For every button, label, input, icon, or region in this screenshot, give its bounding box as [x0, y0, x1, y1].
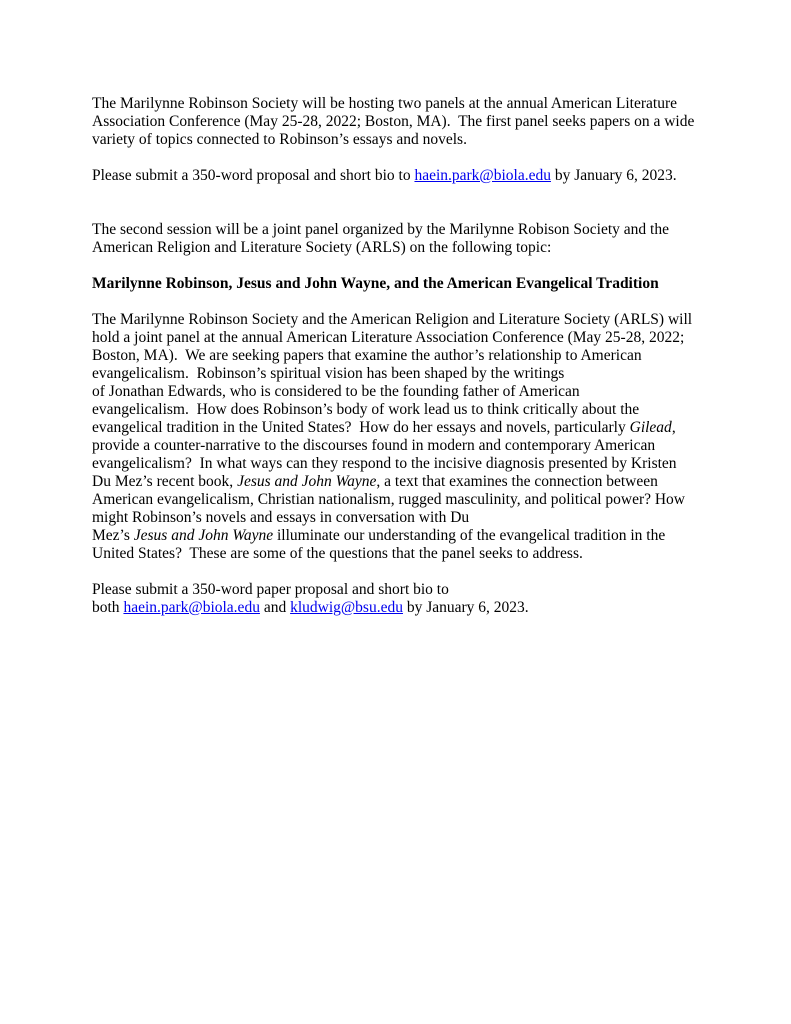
text-run: Gilead: [629, 419, 672, 436]
text-run: The Marilynne Robinson Society and the American Religion and Literature Society (ARLS) will: [92, 311, 693, 328]
text-run: evangelicalism? In what ways can they respond to the incisive diagnosis presented by Kristen: [92, 455, 677, 472]
text-run: American evangelicalism, Christian nationalism, rugged masculinity, and political power? How: [92, 491, 686, 508]
text-run: by January 6, 2023.: [402, 599, 529, 616]
text-line: [92, 581, 761, 599]
text-line: [92, 167, 761, 185]
text-line: [92, 347, 761, 365]
text-run: Marilynne Robinson, Jesus and John Wayne, and the American Evangelical Tradition: [92, 275, 659, 292]
email-link[interactable]: kludwig@bsu.edu: [290, 599, 403, 616]
text-line: [92, 509, 761, 527]
text-run: ,: [671, 419, 676, 436]
blank-line: [92, 293, 761, 311]
text-line: [92, 383, 761, 401]
text-run: evangelical tradition in the United States? How do her essays and novels, particularly: [92, 419, 630, 436]
text-line: [92, 95, 761, 113]
blank-line: [92, 185, 761, 203]
text-line: [92, 329, 761, 347]
text-run: and: [259, 599, 291, 616]
text-run: , a text that examines the connection between: [376, 473, 658, 490]
text-run: provide a counter-narrative to the discourses found in modern and contemporary American: [92, 437, 656, 454]
email-link[interactable]: haein.park@biola.edu: [123, 599, 260, 616]
text-line: [92, 275, 761, 293]
text-run: variety of topics connected to Robinson’s essays and novels.: [92, 131, 467, 148]
text-run: evangelicalism. Robinson’s spiritual vision has been shaped by the writings: [92, 365, 565, 382]
text-run: The second session will be a joint panel organized by the Marilynne Robison Society and the: [92, 221, 669, 238]
text-run: The Marilynne Robinson Society will be hosting two panels at the annual American Literature: [92, 95, 677, 112]
text-run: Du Mez’s recent book,: [92, 473, 238, 490]
blank-line: [92, 149, 761, 167]
blank-line: [92, 203, 761, 221]
text-run: Jesus and John Wayne: [237, 473, 377, 490]
text-line: [92, 491, 761, 509]
text-line: [92, 131, 761, 149]
text-line: [92, 311, 761, 329]
text-line: [92, 455, 761, 473]
text-run: Boston, MA). We are seeking papers that examine the author’s relationship to American: [92, 347, 642, 364]
text-line: [92, 419, 761, 437]
text-line: [92, 401, 761, 419]
email-link[interactable]: haein.park@biola.edu: [414, 167, 551, 184]
text-run: Jesus and John Wayne: [133, 527, 274, 544]
text-line: [92, 545, 761, 563]
text-run: Please submit a 350-word proposal and short bio to: [92, 167, 415, 184]
text-line: [92, 473, 761, 491]
text-run: hold a joint panel at the annual American Literature Association Conference (May 25-28, 2022;: [92, 329, 685, 346]
text-line: [92, 365, 761, 383]
text-run: might Robinson’s novels and essays in conversation with Du: [92, 509, 470, 526]
text-line: [92, 239, 761, 257]
text-run: by January 6, 2023.: [550, 167, 677, 184]
blank-line: [92, 563, 761, 581]
text-run: of Jonathan Edwards, who is considered to be the founding father of American: [92, 383, 580, 400]
text-run: Please submit a 350-word paper proposal and short bio to: [92, 581, 449, 598]
text-run: both: [92, 599, 124, 616]
text-run: American Religion and Literature Society (ARLS) on the following topic:: [92, 239, 552, 256]
text-line: [92, 527, 761, 545]
text-line: [92, 599, 761, 617]
text-line: [92, 437, 761, 455]
text-run: illuminate our understanding of the evangelical tradition in the: [273, 527, 666, 544]
text-line: [92, 113, 761, 131]
text-line: [92, 221, 761, 239]
text-run: Association Conference (May 25-28, 2022; Boston, MA). The first panel seeks papers on a wide: [92, 113, 695, 130]
text-run: evangelicalism. How does Robinson’s body of work lead us to think critically about the: [92, 401, 640, 418]
text-run: United States? These are some of the questions that the panel seeks to address.: [92, 545, 583, 562]
blank-line: [92, 257, 761, 275]
text-run: Mez’s: [92, 527, 134, 544]
